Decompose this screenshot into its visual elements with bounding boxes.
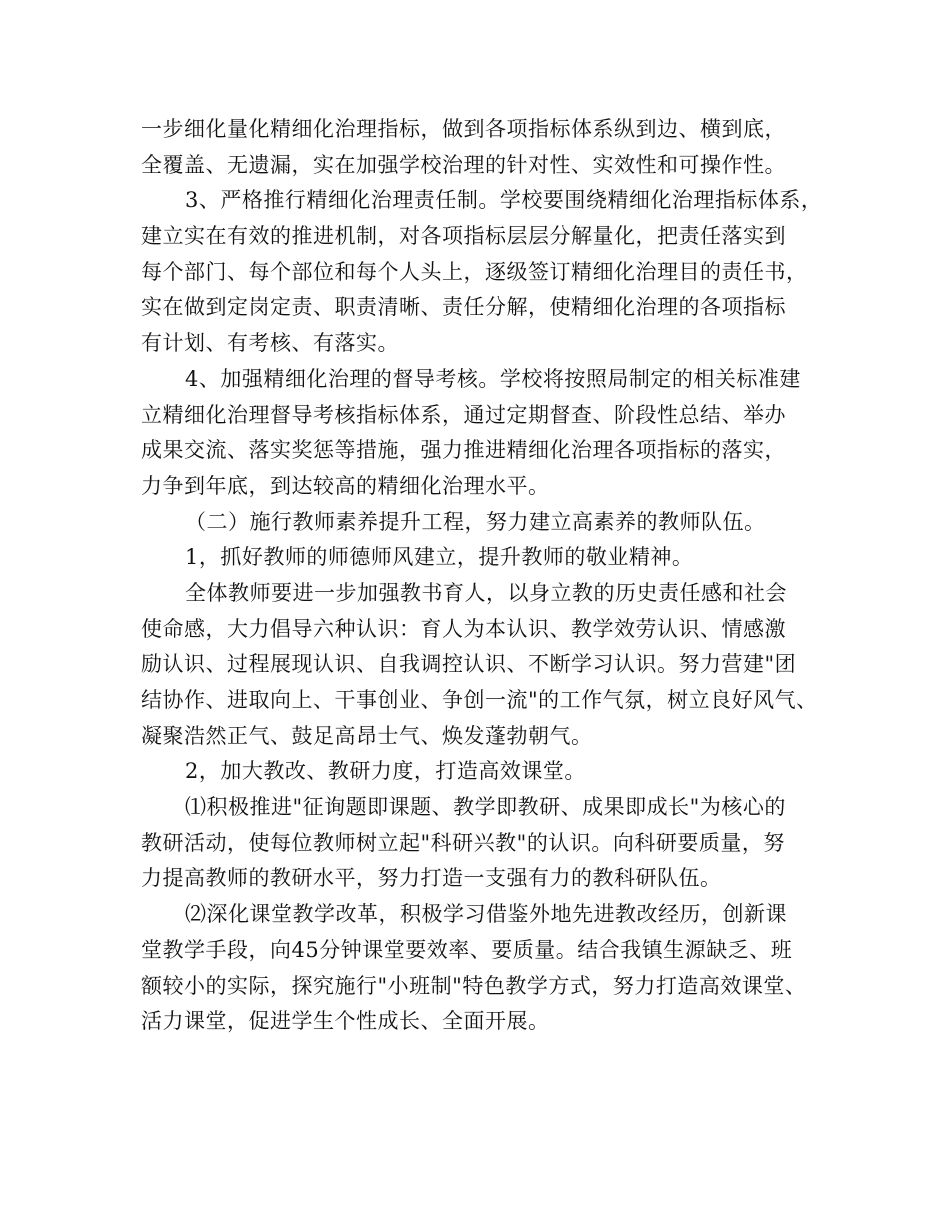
- subsection-heading: 1，抓好教师的师德师风建立，提升教师的敬业精神。: [185, 545, 694, 570]
- text-line: 教研活动，使每位教师树立起"科研兴教"的认识。向科研要质量，努: [141, 830, 785, 855]
- text-line: ⑵深化课堂教学改革，积极学习借鉴外地先进教改经历，创新课: [185, 902, 787, 927]
- text-line: 励认识、过程展现认识、自我调控认识、不断学习认识。努力营建"团: [141, 652, 797, 677]
- text-line: 有计划、有考核、有落实。: [141, 331, 399, 356]
- text-line: 立精细化治理督导考核指标体系，通过定期督查、阶段性总结、举办: [141, 402, 786, 427]
- text-line: 成果交流、落实奖惩等措施，强力推进精细化治理各项指标的落实，: [141, 438, 786, 463]
- subsection-heading: 2，加大教改、教研力度，打造高效课堂。: [185, 759, 586, 784]
- text-line: 使命感，大力倡导六种认识：育人为本认识、教学效劳认识、情感激: [141, 616, 786, 641]
- text-line: 全体教师要进一步加强教书育人，以身立教的历史责任感和社会: [185, 580, 787, 605]
- text-line: 凝聚浩然正气、鼓足高昂士气、焕发蓬勃朝气。: [141, 723, 593, 748]
- text-line: 额较小的实际，探究施行"小班制"特色教学方式，努力打造高效课堂、: [141, 973, 807, 998]
- text-line: 实在做到定岗定责、职责清晰、责任分解，使精细化治理的各项指标: [141, 295, 786, 320]
- text-line: 建立实在有效的推进机制，对各项指标层层分解量化，把责任落实到: [141, 224, 786, 249]
- text-line: 每个部门、每个部位和每个人头上，逐级签订精细化治理目的责任书，: [141, 259, 808, 284]
- text-line: 全覆盖、无遗漏，实在加强学校治理的针对性、实效性和可操作性。: [141, 152, 786, 177]
- text-line: 一步细化量化精细化治理指标，做到各项指标体系纵到边、横到底，: [141, 117, 786, 141]
- text-line: 结协作、进取向上、干事创业、争创一流"的工作气氛，树立良好风气、: [141, 688, 818, 712]
- text-line: 3、严格推行精细化治理责任制。学校要围绕精细化治理指标体系，: [185, 188, 823, 213]
- text-line: 力提高教师的教研水平，努力打造一支强有力的教科研队伍。: [141, 866, 722, 891]
- text-line: 堂教学手段，向45分钟课堂要效率、要质量。结合我镇生源缺乏、班: [141, 937, 793, 962]
- text-line: 4、加强精细化治理的督导考核。学校将按照局制定的相关标准建: [185, 366, 801, 391]
- document-body: [141, 112, 831, 1040]
- text-line: 力争到年底，到达较高的精细化治理水平。: [141, 473, 550, 498]
- text-line: 活力课堂，促进学生个性成长、全面开展。: [141, 1009, 550, 1034]
- section-heading: （二）施行教师素养提升工程，努力建立高素养的教师队伍。: [185, 509, 766, 534]
- text-line: ⑴积极推进"征询题即课题、教学即教研、成果即成长"为核心的: [185, 795, 786, 820]
